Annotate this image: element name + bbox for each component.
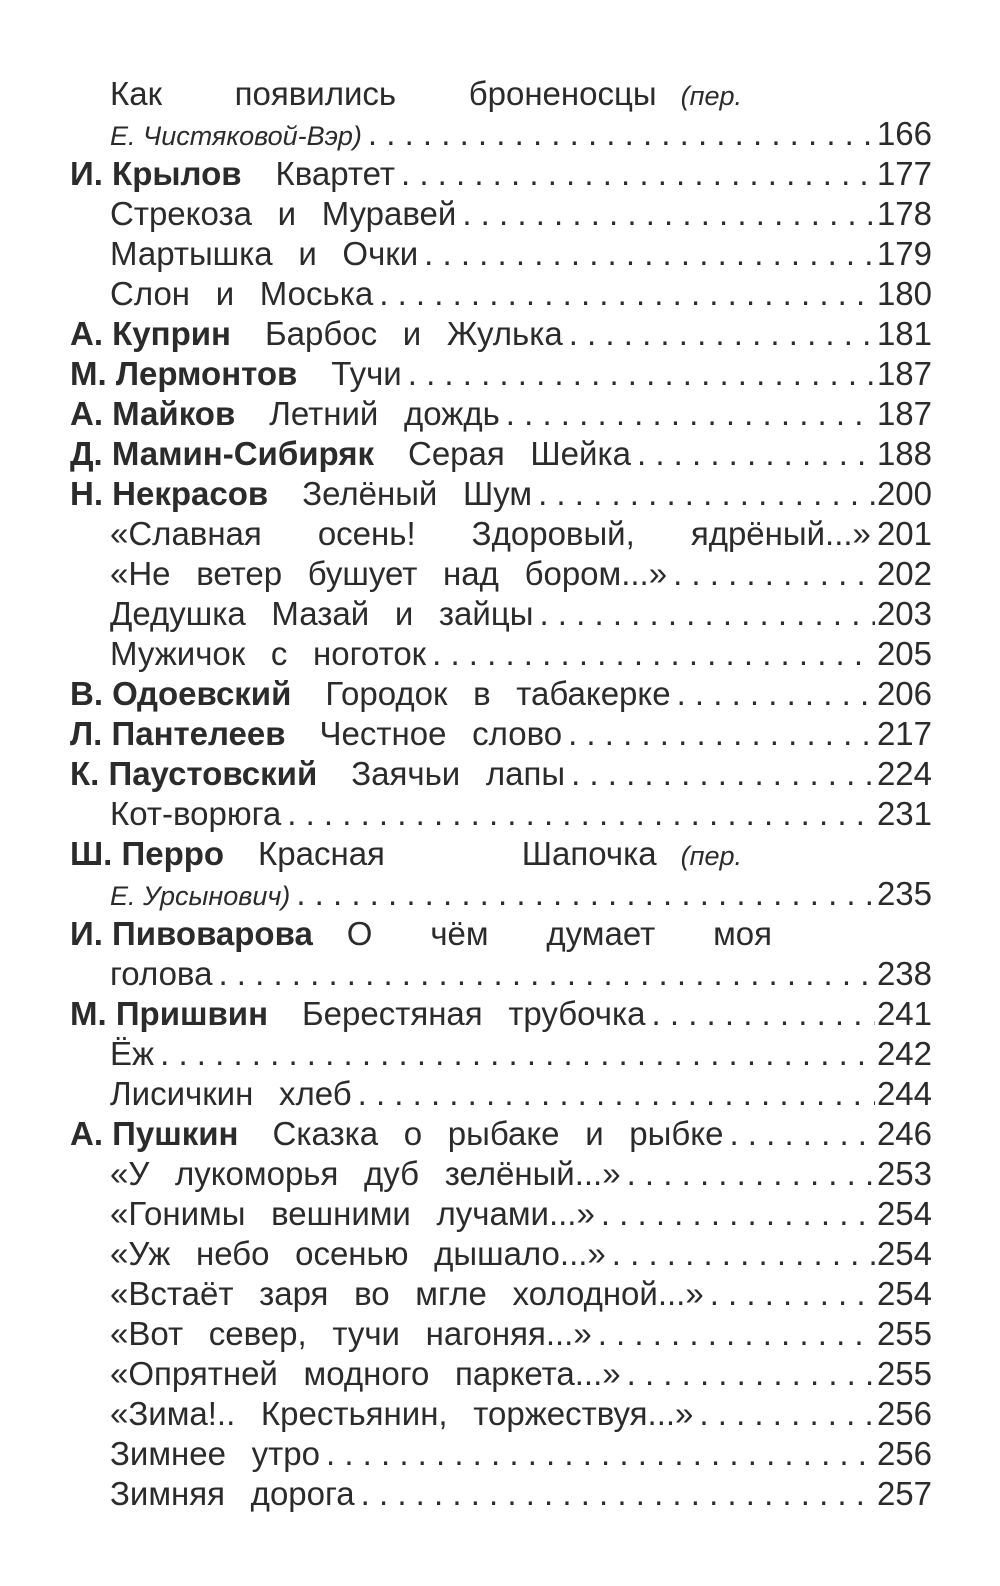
toc-title: Слон и Моська [110, 275, 374, 312]
toc-title: Кот-ворюга [110, 795, 282, 832]
toc-entry [70, 754, 932, 794]
page-number: 254 [876, 1275, 932, 1312]
page-number: 253 [876, 1155, 932, 1192]
table-of-contents [70, 74, 932, 1514]
toc-entry [70, 994, 932, 1034]
toc-title: Сказка о рыбаке и рыбке [272, 1115, 724, 1152]
toc-title: Тучи [331, 355, 402, 392]
page-number: 244 [876, 1075, 932, 1112]
dot-leader [326, 1434, 875, 1474]
dot-leader [569, 314, 875, 354]
toc-entry [70, 194, 932, 234]
toc-entry [70, 154, 932, 194]
dot-leader [652, 994, 875, 1034]
toc-title: «У лукоморья дуб зелёный...» [110, 1155, 621, 1192]
page-number: 254 [876, 1235, 932, 1272]
page-number: 201 [876, 515, 932, 552]
dot-leader [379, 274, 875, 314]
toc-title: «Вот север, тучи нагоняя...» [110, 1315, 592, 1352]
toc-entry [70, 954, 932, 994]
page-number: 203 [876, 595, 932, 632]
toc-entry [70, 874, 932, 914]
dot-leader [571, 754, 875, 794]
toc-entry [70, 1034, 932, 1074]
toc-title: Барбос и Жулька [264, 315, 563, 352]
toc-author: А. Майков [70, 395, 236, 432]
toc-entry [70, 114, 932, 154]
page-number: 255 [876, 1355, 932, 1392]
toc-entry [70, 674, 932, 714]
toc-author: К. Паустовский [70, 755, 318, 792]
toc-entry [70, 274, 932, 314]
translator-note: (пер. [680, 81, 742, 111]
toc-entry [70, 1194, 932, 1234]
page-number: 255 [876, 1315, 932, 1352]
translator-note: (пер. [680, 841, 742, 871]
toc-author: Л. Пантелеев [70, 715, 286, 752]
toc-title: Дедушка Мазай и зайцы [110, 595, 534, 632]
toc-title: Зимнее утро [110, 1435, 320, 1472]
dot-leader [424, 234, 875, 274]
toc-entry [70, 434, 932, 474]
toc-title: Мартышка и Очки [110, 235, 419, 272]
toc-title: «Гонимы вешними лучами...» [110, 1195, 595, 1232]
toc-title: «Уж небо осенью дышало...» [110, 1235, 606, 1272]
page-number: 235 [876, 875, 932, 912]
toc-title: Ёж [110, 1035, 155, 1072]
toc-title: О чём думает моя [346, 915, 772, 952]
toc-entry [70, 1434, 932, 1474]
toc-entry [70, 834, 932, 874]
page-number: 181 [876, 315, 932, 352]
toc-author: Д. Мамин-Сибиряк [70, 435, 374, 472]
toc-title: Честное слово [319, 715, 563, 752]
dot-leader [568, 714, 875, 754]
toc-entry [70, 234, 932, 274]
toc-entry [70, 634, 932, 674]
dot-leader [677, 674, 875, 714]
translator-note: Е. Урсынович) [110, 881, 291, 911]
toc-title: «Опрятней модного паркета...» [110, 1355, 621, 1392]
toc-entry [70, 1474, 932, 1514]
page-number: 231 [876, 795, 932, 832]
toc-title: Зимняя дорога [110, 1475, 355, 1512]
toc-entry [70, 1274, 932, 1314]
dot-leader [538, 474, 875, 514]
toc-author: А. Пушкин [70, 1115, 239, 1152]
dot-leader [218, 954, 875, 994]
translator-note: Е. Чистяковой-Вэр) [110, 121, 362, 151]
toc-entry [70, 354, 932, 394]
dot-leader [160, 1034, 875, 1074]
dot-leader [627, 1354, 875, 1394]
toc-title: Заячьи лапы [351, 755, 566, 792]
page-number: 256 [876, 1395, 932, 1432]
toc-title: Стрекоза и Муравей [110, 195, 457, 232]
toc-entry [70, 1114, 932, 1154]
dot-leader [601, 1194, 875, 1234]
dot-leader [627, 1154, 875, 1194]
page-number: 177 [876, 155, 932, 192]
toc-title: Городок в табакерке [325, 675, 671, 712]
toc-title: Серая Шейка [408, 435, 631, 472]
page-number: 188 [876, 435, 932, 472]
toc-entry [70, 794, 932, 834]
toc-title: Квартет [275, 155, 395, 192]
toc-title: «Не ветер бушует над бором...» [110, 555, 668, 592]
toc-title: Берестяная трубочка [302, 995, 646, 1032]
dot-leader [539, 594, 874, 634]
page-number: 187 [876, 355, 932, 392]
page-number: 206 [876, 675, 932, 712]
toc-entry [70, 394, 932, 434]
toc-title: Мужичок с ноготок [110, 635, 427, 672]
toc-author: М. Пришвин [70, 995, 268, 1032]
page-number: 187 [876, 395, 932, 432]
toc-entry [70, 74, 932, 114]
toc-author: А. Куприн [70, 315, 231, 352]
dot-leader [361, 1474, 875, 1514]
page-number: 200 [876, 475, 932, 512]
toc-entry [70, 314, 932, 354]
toc-title: Лисичкин хлеб [110, 1075, 352, 1112]
dot-leader [710, 1274, 875, 1314]
toc-author: Н. Некрасов [70, 475, 269, 512]
page-number: 246 [876, 1115, 932, 1152]
page-number: 217 [876, 715, 932, 752]
dot-leader [462, 194, 875, 234]
toc-author: М. Лермонтов [70, 355, 298, 392]
toc-entry [70, 474, 932, 514]
dot-leader [401, 154, 875, 194]
toc-entry [70, 714, 932, 754]
dot-leader [408, 354, 875, 394]
page-number: 224 [876, 755, 932, 792]
page-number: 256 [876, 1435, 932, 1472]
toc-entry [70, 1074, 932, 1114]
toc-entry [70, 1354, 932, 1394]
toc-title: Как появились броненосцы [110, 75, 657, 112]
toc-title: Зелёный Шум [302, 475, 533, 512]
page-number: 180 [876, 275, 932, 312]
toc-title: «Зима!.. Крестьянин, торжествуя...» [110, 1395, 694, 1432]
page-number: 166 [876, 115, 932, 152]
toc-author: И. Пивоварова [70, 915, 313, 952]
toc-entry [70, 914, 932, 954]
dot-leader [287, 794, 875, 834]
toc-entry [70, 1234, 932, 1274]
page-number: 179 [876, 235, 932, 272]
toc-entry [70, 1394, 932, 1434]
page-number: 205 [876, 635, 932, 672]
dot-leader [612, 1234, 875, 1274]
toc-entry [70, 1314, 932, 1354]
toc-title: «Славная осень! Здоровый, ядрёный...» [110, 515, 871, 552]
toc-title: Красная Шапочка [258, 835, 657, 872]
dot-leader [598, 1314, 875, 1354]
dot-leader [699, 1394, 875, 1434]
toc-entry [70, 554, 932, 594]
dot-leader [637, 434, 875, 474]
dot-leader [358, 1074, 875, 1114]
dot-leader [432, 634, 875, 674]
page-number: 257 [876, 1475, 932, 1512]
toc-title: Летний дождь [269, 395, 500, 432]
page-number: 241 [876, 995, 932, 1032]
page-number: 202 [876, 555, 932, 592]
toc-entry [70, 1154, 932, 1194]
dot-leader [296, 874, 875, 914]
toc-title: голова [110, 955, 213, 992]
dot-leader [673, 554, 875, 594]
dot-leader [729, 1114, 875, 1154]
toc-entry [70, 514, 932, 554]
page-number: 178 [876, 195, 932, 232]
page-number: 242 [876, 1035, 932, 1072]
toc-author: В. Одоевский [70, 675, 292, 712]
toc-author: И. Крылов [70, 155, 242, 192]
toc-title: «Встаёт заря во мгле холодной...» [110, 1275, 704, 1312]
dot-leader [368, 114, 875, 154]
toc-entry [70, 594, 932, 634]
toc-author: Ш. Перро [70, 835, 225, 872]
page-number: 254 [876, 1195, 932, 1232]
dot-leader [506, 394, 875, 434]
page-number: 238 [876, 955, 932, 992]
